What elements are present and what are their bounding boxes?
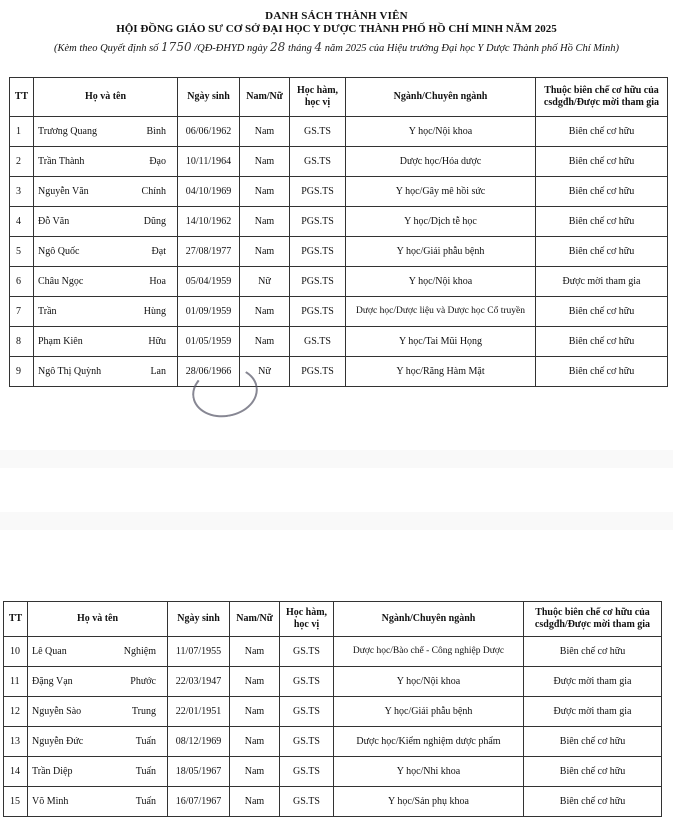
- cell-degree: PGS.TS: [290, 207, 346, 237]
- cell-field: Y học/Răng Hàm Mặt: [346, 357, 536, 387]
- page-subtitle: HỘI ĐỒNG GIÁO SƯ CƠ SỞ ĐẠI HỌC Y DƯỢC THÀNH PHỐ HỒ CHÍ MINH NĂM 2025: [116, 23, 557, 35]
- cell-first-name: Hữu: [148, 336, 166, 347]
- table-header-row: [4, 602, 662, 637]
- cell-first-name: Đạo: [149, 156, 166, 167]
- table-row: [4, 727, 662, 757]
- cell-last-name: Đặng Vạn: [32, 676, 73, 687]
- cell-last-name: Trần: [38, 306, 57, 317]
- cell-name: [34, 237, 178, 267]
- cell-degree: GS.TS: [290, 117, 346, 147]
- decision-month-label: tháng: [287, 43, 312, 54]
- cell-gender: Nam: [240, 327, 290, 357]
- cell-last-name: Châu Ngọc: [38, 276, 84, 287]
- cell-gender: Nam: [230, 697, 280, 727]
- cell-gender: Nam: [240, 117, 290, 147]
- cell-last-name: Trần Diệp: [32, 766, 73, 777]
- cell-field: Y học/Giải phẫu bệnh: [346, 237, 536, 267]
- cell-last-name: Võ Minh: [32, 796, 69, 807]
- cell-status: Biên chế cơ hữu: [524, 787, 662, 817]
- table-row: [4, 667, 662, 697]
- cell-tt: 6: [10, 267, 34, 297]
- cell-field: Y học/Tai Mũi Họng: [346, 327, 536, 357]
- cell-first-name: Tuấn: [135, 796, 156, 807]
- cell-dob: 04/10/1969: [178, 177, 240, 207]
- cell-last-name: Lê Quan: [32, 646, 67, 657]
- cell-gender: Nam: [230, 727, 280, 757]
- cell-field: Y học/Nội khoa: [346, 267, 536, 297]
- table-row: [4, 787, 662, 817]
- cell-degree: GS.TS: [280, 757, 334, 787]
- cell-name: [34, 147, 178, 177]
- decision-month: 4: [314, 40, 323, 54]
- cell-dob: 11/07/1955: [168, 637, 230, 667]
- cell-first-name: Đạt: [151, 246, 166, 257]
- cell-gender: Nam: [230, 667, 280, 697]
- page-title: DANH SÁCH THÀNH VIÊN: [265, 10, 408, 22]
- cell-tt: 12: [4, 697, 28, 727]
- members-table-2: [3, 601, 662, 817]
- cell-gender: Nam: [230, 637, 280, 667]
- cell-gender: Nam: [240, 147, 290, 177]
- col-name: Họ và tên: [34, 78, 178, 117]
- cell-gender: Nữ: [240, 267, 290, 297]
- cell-tt: 15: [4, 787, 28, 817]
- cell-degree: GS.TS: [290, 147, 346, 177]
- cell-field: Y học/Nội khoa: [346, 117, 536, 147]
- cell-last-name: Ngô Thị Quỳnh: [38, 366, 102, 377]
- cell-degree: PGS.TS: [290, 267, 346, 297]
- cell-degree: PGS.TS: [290, 177, 346, 207]
- table-row: [10, 237, 668, 267]
- col-dob: Ngày sinh: [168, 602, 230, 637]
- table-row: [10, 177, 668, 207]
- cell-last-name: Nguyễn Văn: [38, 186, 89, 197]
- cell-dob: 18/05/1967: [168, 757, 230, 787]
- cell-dob: 22/03/1947: [168, 667, 230, 697]
- cell-name: [34, 267, 178, 297]
- decision-reference: [0, 40, 673, 54]
- cell-gender: Nam: [240, 297, 290, 327]
- cell-dob: 05/04/1959: [178, 267, 240, 297]
- cell-field: Y học/Sản phụ khoa: [334, 787, 524, 817]
- col-tt: TT: [4, 602, 28, 637]
- cell-degree: GS.TS: [280, 697, 334, 727]
- cell-first-name: Hoa: [149, 276, 166, 287]
- cell-status: Biên chế cơ hữu: [536, 327, 668, 357]
- cell-status: Biên chế cơ hữu: [536, 357, 668, 387]
- cell-last-name: Đỗ Văn: [38, 216, 70, 227]
- cell-dob: 06/06/1962: [178, 117, 240, 147]
- col-tt: TT: [10, 78, 34, 117]
- table-row: [10, 147, 668, 177]
- cell-tt: 13: [4, 727, 28, 757]
- cell-status: Biên chế cơ hữu: [536, 237, 668, 267]
- cell-name: [34, 297, 178, 327]
- cell-status: Được mời tham gia: [536, 267, 668, 297]
- table-row: [4, 757, 662, 787]
- cell-gender: Nam: [240, 207, 290, 237]
- table-row: [10, 207, 668, 237]
- cell-degree: GS.TS: [280, 667, 334, 697]
- cell-gender: Nam: [230, 757, 280, 787]
- cell-tt: 9: [10, 357, 34, 387]
- table-row: [4, 697, 662, 727]
- cell-field: Y học/Nội khoa: [334, 667, 524, 697]
- cell-status: Biên chế cơ hữu: [536, 147, 668, 177]
- cell-field: Y học/Gây mê hồi sức: [346, 177, 536, 207]
- cell-gender: Nam: [240, 237, 290, 267]
- decision-suffix: năm 2025 của Hiệu trưởng Đại học Y Dược Thành phố Hồ Chí Minh): [324, 43, 619, 54]
- cell-name: [28, 697, 168, 727]
- cell-dob: 08/12/1969: [168, 727, 230, 757]
- cell-tt: 1: [10, 117, 34, 147]
- cell-field: Y học/Nhi khoa: [334, 757, 524, 787]
- cell-status: Được mời tham gia: [524, 697, 662, 727]
- cell-field: Dược học/Dược liệu và Dược học Cổ truyền: [346, 297, 536, 327]
- blurred-line: [0, 512, 673, 530]
- cell-status: Biên chế cơ hữu: [536, 117, 668, 147]
- col-status: Thuộc biên chế cơ hữu của csdgđh/Được mời tham gia: [524, 602, 662, 637]
- table-row: [10, 297, 668, 327]
- cell-tt: 7: [10, 297, 34, 327]
- col-dob: Ngày sinh: [178, 78, 240, 117]
- cell-degree: GS.TS: [280, 727, 334, 757]
- col-name: Họ và tên: [28, 602, 168, 637]
- cell-gender: Nam: [240, 177, 290, 207]
- cell-degree: GS.TS: [290, 327, 346, 357]
- cell-dob: 28/06/1966: [178, 357, 240, 387]
- table-row: [10, 357, 668, 387]
- decision-day: 28: [270, 40, 286, 54]
- cell-first-name: Tuấn: [135, 766, 156, 777]
- cell-first-name: Nghiệm: [123, 646, 156, 657]
- col-gender: Nam/Nữ: [240, 78, 290, 117]
- cell-status: Biên chế cơ hữu: [536, 297, 668, 327]
- col-field: Ngành/Chuyên ngành: [346, 78, 536, 117]
- cell-name: [28, 757, 168, 787]
- cell-name: [28, 727, 168, 757]
- cell-status: Biên chế cơ hữu: [524, 727, 662, 757]
- cell-tt: 5: [10, 237, 34, 267]
- cell-field: Dược học/Kiểm nghiệm dược phẩm: [334, 727, 524, 757]
- cell-tt: 10: [4, 637, 28, 667]
- cell-degree: GS.TS: [280, 787, 334, 817]
- cell-first-name: Phước: [130, 676, 156, 687]
- cell-degree: PGS.TS: [290, 357, 346, 387]
- cell-last-name: Phạm Kiên: [38, 336, 83, 347]
- table-row: [10, 117, 668, 147]
- cell-name: [28, 787, 168, 817]
- cell-status: Biên chế cơ hữu: [536, 177, 668, 207]
- col-degree: Học hàm, học vị: [290, 78, 346, 117]
- cell-dob: 01/05/1959: [178, 327, 240, 357]
- cell-first-name: Dũng: [143, 216, 166, 227]
- cell-tt: 11: [4, 667, 28, 697]
- cell-tt: 14: [4, 757, 28, 787]
- cell-dob: 27/08/1977: [178, 237, 240, 267]
- cell-status: Được mời tham gia: [524, 667, 662, 697]
- cell-last-name: Nguyễn Đức: [32, 736, 84, 747]
- table-header-row: [10, 78, 668, 117]
- decision-number: 1750: [161, 40, 192, 54]
- cell-dob: 10/11/1964: [178, 147, 240, 177]
- cell-tt: 8: [10, 327, 34, 357]
- table-row: [10, 267, 668, 297]
- cell-status: Biên chế cơ hữu: [524, 757, 662, 787]
- blurred-line: [0, 450, 673, 468]
- cell-name: [34, 327, 178, 357]
- table-row: [4, 637, 662, 667]
- cell-tt: 3: [10, 177, 34, 207]
- cell-dob: 16/07/1967: [168, 787, 230, 817]
- table-row: [10, 327, 668, 357]
- col-gender: Nam/Nữ: [230, 602, 280, 637]
- cell-field: Y học/Giải phẫu bệnh: [334, 697, 524, 727]
- members-table-1: [9, 77, 668, 387]
- cell-name: [28, 667, 168, 697]
- cell-first-name: Trung: [131, 706, 156, 717]
- cell-last-name: Ngô Quốc: [38, 246, 80, 257]
- cell-name: [34, 117, 178, 147]
- decision-mid: /QĐ-ĐHYD ngày: [194, 43, 268, 54]
- cell-first-name: Hùng: [143, 306, 166, 317]
- cell-field: Dược học/Bào chế - Công nghiệp Dược: [334, 637, 524, 667]
- cell-field: Y học/Dịch tễ học: [346, 207, 536, 237]
- cell-gender: Nam: [230, 787, 280, 817]
- cell-degree: PGS.TS: [290, 237, 346, 267]
- cell-gender: Nữ: [240, 357, 290, 387]
- cell-name: [34, 177, 178, 207]
- cell-first-name: Tuấn: [135, 736, 156, 747]
- cell-last-name: Nguyễn Sào: [32, 706, 82, 717]
- cell-first-name: Lan: [150, 366, 166, 377]
- col-field: Ngành/Chuyên ngành: [334, 602, 524, 637]
- cell-first-name: Bình: [146, 126, 166, 137]
- cell-dob: 01/09/1959: [178, 297, 240, 327]
- cell-name: [34, 357, 178, 387]
- cell-last-name: Trương Quang: [38, 126, 97, 137]
- cell-name: [28, 637, 168, 667]
- col-status: Thuộc biên chế cơ hữu của csdgđh/Được mời tham gia: [536, 78, 668, 117]
- cell-dob: 14/10/1962: [178, 207, 240, 237]
- cell-dob: 22/01/1951: [168, 697, 230, 727]
- cell-status: Biên chế cơ hữu: [524, 637, 662, 667]
- cell-field: Dược học/Hóa dược: [346, 147, 536, 177]
- cell-degree: GS.TS: [280, 637, 334, 667]
- col-degree: Học hàm, học vị: [280, 602, 334, 637]
- decision-prefix: (Kèm theo Quyết định số: [54, 43, 159, 54]
- cell-tt: 2: [10, 147, 34, 177]
- cell-first-name: Chính: [141, 186, 166, 197]
- cell-status: Biên chế cơ hữu: [536, 207, 668, 237]
- cell-last-name: Trần Thành: [38, 156, 85, 167]
- cell-degree: PGS.TS: [290, 297, 346, 327]
- cell-name: [34, 207, 178, 237]
- cell-tt: 4: [10, 207, 34, 237]
